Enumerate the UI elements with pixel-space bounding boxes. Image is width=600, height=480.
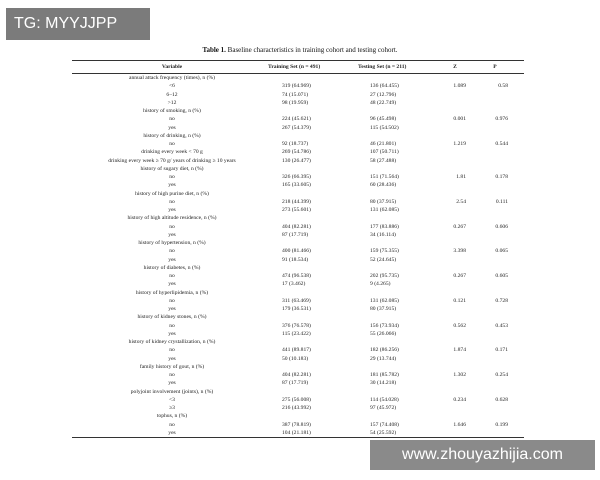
- table-row: [72, 173, 524, 181]
- cell-variable: polyjoint involvement (joints), n (%): [130, 388, 214, 395]
- table-row: [72, 280, 524, 288]
- table-row: [72, 363, 524, 371]
- table-row: [72, 297, 524, 305]
- cell-testing-set: 96 (45.498): [370, 116, 397, 123]
- cell-variable: no: [169, 248, 175, 255]
- table-row: [72, 198, 524, 206]
- cell-training-set: 92 (18.737): [282, 141, 309, 147]
- cell-testing-set: 156 (73.934): [370, 322, 399, 329]
- header-training-set: Training Set (n = 491): [268, 64, 321, 70]
- table-row: [72, 305, 524, 313]
- table-row: [72, 256, 524, 264]
- caption-text: Baseline characteristics in training cohort and testing cohort.: [225, 46, 398, 54]
- cell-p: 0.628: [495, 396, 508, 403]
- cell-testing-set: 80 (37.915): [370, 306, 397, 312]
- cell-variable: >12: [167, 99, 177, 106]
- cell-p: 0.606: [495, 223, 508, 230]
- cell-z: 0.234: [453, 396, 466, 403]
- baseline-table: [72, 60, 524, 438]
- table-row: [72, 272, 524, 280]
- cell-testing-set: 54 (25.592): [370, 429, 397, 436]
- cell-variable: no: [169, 174, 175, 180]
- cell-training-set: 267 (54.379): [282, 124, 311, 131]
- cell-variable: yes: [168, 281, 176, 288]
- cell-training-set: 326 (66.395): [282, 174, 311, 180]
- cell-testing-set: 115 (54.502): [370, 124, 399, 131]
- cell-p: 0.453: [495, 322, 508, 329]
- cell-testing-set: 114 (54.028): [370, 396, 399, 403]
- table-row: [72, 396, 524, 404]
- cell-variable: ≥3: [169, 405, 175, 411]
- cell-testing-set: 136 (64.455): [370, 83, 399, 90]
- cell-variable: history of kidney stones, n (%): [137, 314, 207, 321]
- table-row: [72, 132, 524, 140]
- table-row: [72, 181, 524, 189]
- cell-training-set: 311 (63.469): [282, 297, 311, 304]
- cell-variable: no: [169, 297, 175, 304]
- cell-testing-set: 202 (95.735): [370, 273, 399, 279]
- cell-training-set: 275 (56.008): [282, 396, 311, 403]
- table-body: [72, 74, 524, 437]
- table-row: [72, 346, 524, 354]
- cell-variable: yes: [168, 380, 176, 387]
- cell-p: 0.58: [498, 83, 508, 90]
- cell-variable: history of sugary diet, n (%): [140, 165, 204, 172]
- table-row: [72, 239, 524, 247]
- cell-testing-set: 97 (45.972): [370, 405, 397, 411]
- cell-variable: no: [169, 421, 175, 428]
- cell-z: 0.267: [453, 223, 466, 230]
- cell-testing-set: 159 (75.355): [370, 248, 399, 255]
- cell-z: 1.81: [456, 174, 466, 180]
- cell-variable: history of hyperlipidemia, n (%): [135, 289, 209, 296]
- cell-training-set: 216 (43.992): [282, 405, 311, 411]
- table-row: [72, 421, 524, 429]
- cell-z: 0.562: [453, 322, 466, 329]
- cell-testing-set: 157 (74.408): [370, 421, 399, 428]
- cell-variable: yes: [168, 207, 176, 213]
- table-row: [72, 313, 524, 321]
- watermark-bottom: www.zhouyazhijia.com: [370, 440, 595, 470]
- table-header: [72, 60, 524, 74]
- cell-variable: <3: [169, 396, 175, 403]
- cell-testing-set: 107 (50.711): [370, 149, 399, 156]
- cell-testing-set: 29 (13.744): [370, 355, 397, 362]
- cell-z: 1.302: [453, 372, 466, 378]
- table-row: [72, 338, 524, 346]
- cell-variable: drinking every week ≥ 70 g/ years of drinking ≥ 10 years: [108, 157, 236, 164]
- cell-z: 0.001: [453, 116, 466, 123]
- cell-variable: tophus, n (%): [156, 413, 188, 420]
- table-row: [72, 157, 524, 165]
- cell-training-set: 98 (19.959): [282, 99, 309, 106]
- table-row: [72, 289, 524, 297]
- table-row: [72, 74, 524, 82]
- cell-variable: yes: [168, 182, 176, 189]
- caption-label: Table 1.: [202, 46, 226, 54]
- cell-testing-set: 58 (27.488): [370, 157, 397, 164]
- cell-variable: yes: [168, 330, 176, 337]
- table-row: [72, 247, 524, 255]
- cell-z: 1.089: [453, 83, 466, 90]
- table-row: [72, 140, 524, 148]
- cell-variable: <6: [169, 83, 175, 90]
- cell-training-set: 115 (23.422): [282, 330, 311, 337]
- table-row: [72, 223, 524, 231]
- cell-training-set: 400 (81.466): [282, 248, 311, 255]
- cell-variable: yes: [168, 306, 176, 312]
- cell-variable: no: [169, 116, 175, 123]
- cell-variable: no: [169, 322, 175, 329]
- cell-training-set: 319 (64.969): [282, 83, 311, 90]
- cell-z: 3.398: [453, 248, 466, 255]
- cell-testing-set: 182 (86.256): [370, 347, 399, 354]
- cell-training-set: 404 (82.281): [282, 223, 311, 230]
- cell-training-set: 376 (76.578): [282, 322, 311, 329]
- cell-training-set: 17 (3.462): [282, 281, 306, 288]
- table-row: [72, 91, 524, 99]
- table-row: [72, 124, 524, 132]
- cell-testing-set: 34 (16.114): [370, 231, 396, 238]
- cell-variable: drinking every week < 70 g: [141, 149, 203, 156]
- table-row: [72, 99, 524, 107]
- cell-testing-set: 46 (21.801): [370, 141, 397, 147]
- cell-testing-set: 131 (62.085): [370, 207, 399, 213]
- cell-training-set: 87 (17.719): [282, 231, 309, 238]
- watermark-top: TG: MYYJJPP: [6, 8, 150, 40]
- table-row: [72, 214, 524, 222]
- cell-training-set: 91 (18.534): [282, 256, 309, 263]
- table-row: [72, 107, 524, 115]
- table-row: [72, 379, 524, 387]
- cell-variable: no: [169, 223, 175, 230]
- cell-training-set: 104 (21.181): [282, 429, 311, 436]
- cell-variable: no: [169, 141, 175, 147]
- cell-variable: history of drinking, n (%): [143, 132, 201, 139]
- cell-p: 0.976: [495, 116, 508, 123]
- header-variable: Variable: [161, 64, 183, 70]
- cell-z: 1.646: [453, 421, 466, 428]
- table-row: [72, 330, 524, 338]
- table-row: [72, 115, 524, 123]
- cell-variable: no: [169, 372, 175, 378]
- cell-testing-set: 9 (4.265): [370, 281, 391, 288]
- cell-training-set: 474 (96.538): [282, 273, 311, 279]
- cell-training-set: 269 (54.786): [282, 149, 311, 156]
- cell-testing-set: 131 (62.085): [370, 297, 399, 304]
- cell-testing-set: 181 (85.782): [370, 372, 399, 378]
- cell-p: 0.728: [495, 297, 508, 304]
- cell-z: 0.267: [453, 273, 466, 279]
- cell-p: 0.171: [495, 347, 508, 354]
- cell-z: 1.219: [453, 141, 466, 147]
- cell-p: 0.254: [495, 372, 508, 378]
- cell-p: 0.065: [495, 248, 508, 255]
- cell-testing-set: 177 (83.886): [370, 223, 399, 230]
- cell-training-set: 50 (10.183): [282, 355, 309, 362]
- cell-training-set: 404 (82.281): [282, 372, 311, 378]
- cell-variable: history of diabetes, n (%): [143, 264, 201, 271]
- cell-p: 0.199: [495, 421, 508, 428]
- cell-p: 0.605: [495, 273, 508, 279]
- cell-variable: 6–12: [166, 91, 178, 98]
- header-z: Z: [453, 64, 457, 70]
- cell-variable: no: [169, 273, 175, 279]
- cell-p: 0.178: [495, 174, 508, 180]
- table-row: [72, 388, 524, 396]
- cell-training-set: 387 (78.819): [282, 421, 311, 428]
- cell-training-set: 130 (26.477): [282, 157, 311, 164]
- table-row: [72, 322, 524, 330]
- cell-training-set: 224 (45.621): [282, 116, 311, 123]
- cell-testing-set: 55 (26.066): [370, 330, 397, 337]
- cell-training-set: 179 (36.531): [282, 306, 311, 312]
- cell-p: 0.544: [495, 141, 508, 147]
- cell-z: 0.121: [453, 297, 466, 304]
- cell-testing-set: 60 (28.436): [370, 182, 397, 189]
- cell-training-set: 441 (89.817): [282, 347, 311, 354]
- table-row: [72, 264, 524, 272]
- header-p: P: [493, 64, 497, 70]
- header-testing-set: Testing Set (n = 211): [358, 64, 407, 70]
- cell-testing-set: 30 (14.218): [370, 380, 397, 387]
- cell-variable: history of high purine diet, n (%): [135, 190, 209, 197]
- table-row: [72, 429, 524, 437]
- table-row: [72, 412, 524, 420]
- cell-variable: annual attack frequency (times), n (%): [128, 75, 216, 81]
- cell-testing-set: 151 (71.564): [370, 174, 399, 180]
- table-row: [72, 231, 524, 239]
- cell-variable: yes: [168, 124, 176, 131]
- table-row: [72, 355, 524, 363]
- cell-testing-set: 80 (37.915): [370, 198, 397, 205]
- table-row: [72, 148, 524, 156]
- cell-variable: family history of gout, n (%): [139, 363, 205, 370]
- cell-training-set: 273 (55.601): [282, 207, 311, 213]
- table-row: [72, 206, 524, 214]
- cell-testing-set: 27 (12.796): [370, 91, 397, 98]
- table-row: [72, 82, 524, 90]
- cell-variable: history of high altitude residence, n (%): [127, 215, 217, 222]
- cell-z: 1.874: [453, 347, 466, 354]
- table-caption: [0, 46, 600, 54]
- cell-variable: no: [169, 198, 175, 205]
- cell-training-set: 87 (17.719): [282, 380, 309, 387]
- cell-testing-set: 48 (22.749): [370, 99, 397, 106]
- cell-variable: history of hypertension, n (%): [138, 240, 206, 246]
- cell-variable: no: [169, 347, 175, 354]
- cell-training-set: 74 (15.071): [282, 91, 309, 98]
- cell-training-set: 165 (33.605): [282, 182, 311, 189]
- cell-variable: yes: [168, 256, 176, 263]
- table-row: [72, 404, 524, 412]
- cell-variable: yes: [168, 355, 176, 362]
- table-row: [72, 190, 524, 198]
- table-bottom-rule: [72, 437, 524, 438]
- cell-p: 0.111: [495, 198, 508, 205]
- cell-variable: yes: [168, 231, 176, 238]
- cell-training-set: 218 (44.399): [282, 198, 311, 205]
- cell-variable: history of kidney crystallization, n (%): [128, 339, 216, 345]
- cell-variable: yes: [168, 429, 176, 436]
- cell-testing-set: 52 (24.645): [370, 256, 397, 263]
- table-row: [72, 371, 524, 379]
- cell-variable: history of smoking, n (%): [143, 108, 201, 114]
- table-row: [72, 165, 524, 173]
- cell-z: 2.54: [456, 198, 466, 205]
